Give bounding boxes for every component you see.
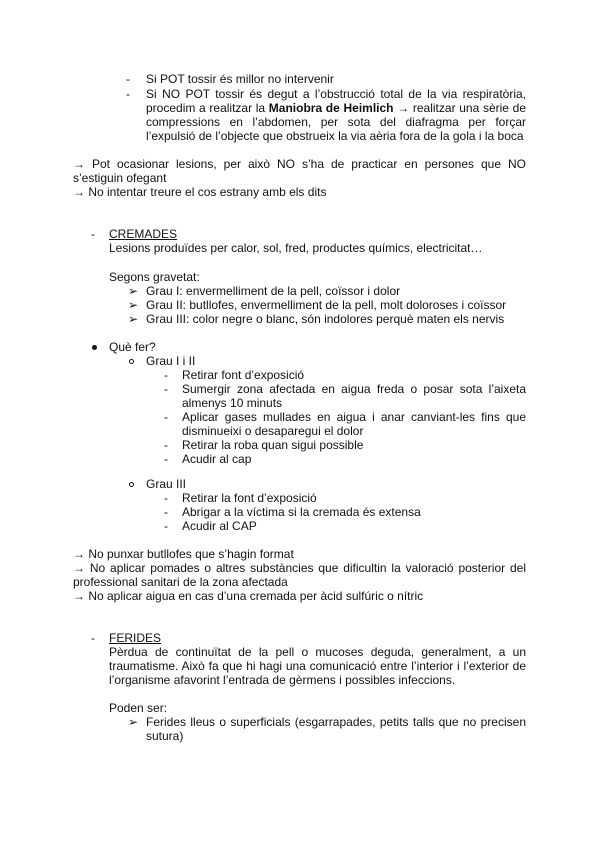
list-item-line: Aplicar gases mullades en aigua i anar canviant-les fins que bbox=[182, 410, 526, 424]
list-dash: - bbox=[164, 491, 168, 505]
paragraph-line: traumatisme. Això fa que hi hagi una comunicació entre l’interior i l’exterior de bbox=[109, 659, 526, 673]
list-item-line: procedim a realitzar la Maniobra de Heimlich → realitzar una sèrie de bbox=[146, 101, 526, 115]
bullet-icon bbox=[92, 345, 97, 350]
subheading: Segons gravetat: bbox=[109, 270, 200, 284]
note-line: → No punxar butllofes que s’hagin format bbox=[73, 547, 294, 561]
list-item: Grau III: color negre o blanc, són indolores perquè maten els nervis bbox=[146, 312, 505, 326]
note-line: professional sanitari de la zona afectada bbox=[73, 575, 288, 589]
circle-bullet-icon bbox=[129, 482, 134, 487]
list-item: Si POT tossir és millor no intervenir bbox=[146, 72, 334, 86]
note-line: → No intentar treure el cos estrany amb els dits bbox=[73, 185, 327, 199]
list-dash: - bbox=[164, 410, 168, 424]
paragraph-line: Pèrdua de continuïtat de la pell o mucoses deguda, generalment, a un bbox=[109, 645, 526, 659]
list-item-line: l’expulsió de l’objecte que obstrueix la via aèria fora de la gola i la boca bbox=[146, 129, 524, 143]
list-dash: - bbox=[126, 87, 130, 101]
paragraph: Lesions produïdes per calor, sol, fred, productes químics, electricitat… bbox=[109, 241, 483, 255]
list-item-line: disminueixi o desaparegui el dolor bbox=[182, 424, 364, 438]
subheading: Què fer? bbox=[109, 340, 156, 354]
arrow-bullet-icon: ➢ bbox=[128, 312, 139, 326]
list-item: Abrigar a la víctima si la cremada és extensa bbox=[182, 505, 421, 519]
list-dash: - bbox=[126, 72, 130, 86]
list-item: Retirar la roba quan sigui possible bbox=[182, 438, 364, 452]
list-dash: - bbox=[164, 519, 168, 533]
list-item: Acudir al cap bbox=[182, 452, 252, 466]
list-item-line: almenys 10 minuts bbox=[182, 396, 283, 410]
note-line: s’estiguin ofegant bbox=[73, 171, 167, 185]
list-item: Retirar la font d’exposició bbox=[182, 491, 317, 505]
list-dash: - bbox=[164, 505, 168, 519]
circle-bullet-icon bbox=[129, 359, 134, 364]
section-dash: - bbox=[91, 227, 95, 241]
list-item: Retirar font d’exposició bbox=[182, 368, 305, 382]
arrow-bullet-icon: ➢ bbox=[128, 715, 139, 729]
section-dash: - bbox=[91, 631, 95, 645]
list-item: Grau II: butllofes, envermelliment de la pell, molt doloroses i coïssor bbox=[146, 298, 507, 312]
list-item-line: Si NO POT tossir és degut a l’obstrucció total de la via respiratòria, bbox=[146, 87, 526, 101]
sublist-label: Grau III bbox=[146, 477, 187, 491]
list-dash: - bbox=[164, 368, 168, 382]
sublist-label: Grau I i II bbox=[146, 354, 196, 368]
list-item-line: Sumergir zona afectada en aigua freda o posar sota l’aixeta bbox=[182, 382, 526, 396]
arrow-bullet-icon: ➢ bbox=[128, 284, 139, 298]
section-heading: FERIDES bbox=[109, 631, 162, 645]
section-heading: CREMADES bbox=[109, 227, 178, 241]
note-line: → Pot ocasionar lesions, per això NO s’ha de practicar en persones que NO bbox=[73, 157, 526, 171]
arrow-bullet-icon: ➢ bbox=[128, 298, 139, 312]
list-item: Grau I: envermelliment de la pell, coïssor i dolor bbox=[146, 284, 401, 298]
list-item-line: compressions en l’abdomen, per sota del diafragma per forçar bbox=[146, 115, 526, 129]
bold-term: Maniobra de Heimlich bbox=[268, 101, 394, 115]
list-dash: - bbox=[164, 438, 168, 452]
note-line: → No aplicar pomades o altres substàncies que dificultin la valoració posterior del bbox=[73, 561, 526, 575]
list-dash: - bbox=[164, 452, 168, 466]
list-dash: - bbox=[164, 382, 168, 396]
list-item-line: Ferides lleus o superficials (esgarrapades, petits talls que no precisen bbox=[146, 715, 526, 729]
note-line: → No aplicar aigua en cas d’una cremada per àcid sulfúric o nítric bbox=[73, 589, 424, 603]
paragraph-line: l’organisme afavorint l’entrada de gèrmens i possibles infeccions. bbox=[109, 673, 456, 687]
subheading: Poden ser: bbox=[109, 701, 168, 715]
list-item: Acudir al CAP bbox=[182, 519, 257, 533]
list-item-line: sutura) bbox=[146, 729, 184, 743]
